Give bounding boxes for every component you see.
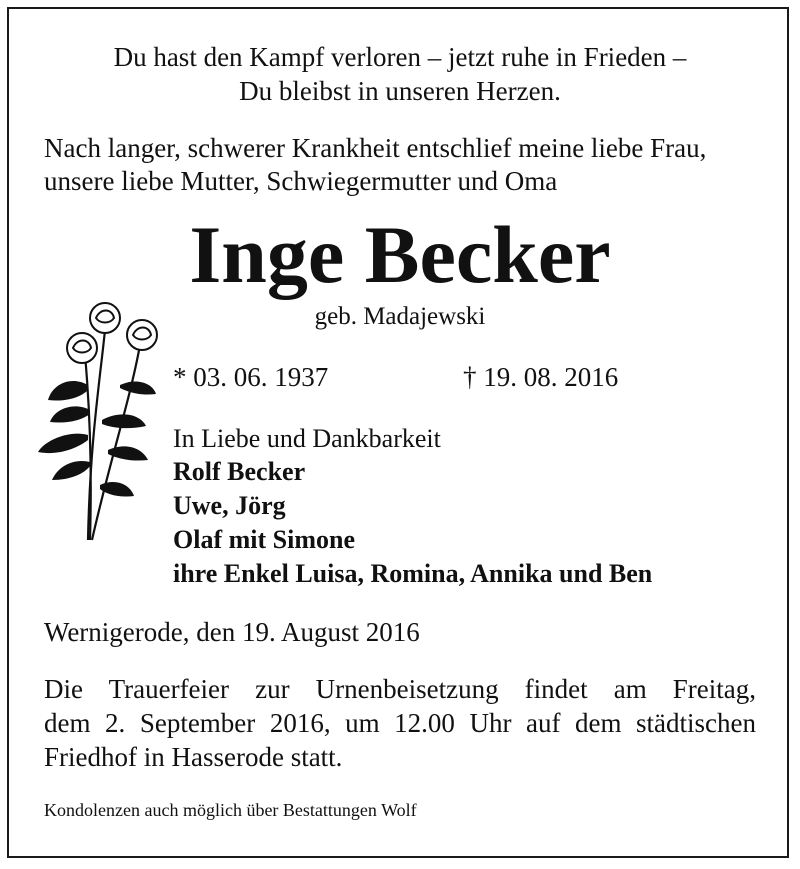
mourner-name: ihre Enkel Luisa, Romina, Annika und Ben: [173, 559, 653, 588]
deceased-name: Inge Becker: [189, 209, 611, 300]
condolences-note: Kondolenzen auch möglich über Bestattungen Wolf: [44, 800, 417, 820]
birth-date: * 03. 06. 1937: [173, 362, 329, 392]
motto-line-1: Du hast den Kampf verloren – jetzt ruhe in Frieden –: [113, 42, 687, 72]
intro-line-1: Nach langer, schwerer Krankheit entschlief meine liebe Frau,: [44, 133, 707, 163]
ceremony-line-1: Die Trauerfeier zur Urnenbeisetzung findet am Freitag,: [44, 674, 756, 704]
roses-icon: [30, 290, 170, 550]
mourner-name: Olaf mit Simone: [173, 525, 355, 554]
birth-name: geb. Madajewski: [314, 303, 486, 330]
ceremony-line-3: Friedhof in Hasserode statt.: [44, 742, 343, 772]
death-date: † 19. 08. 2016: [463, 362, 619, 392]
mourners-intro: In Liebe und Dankbarkeit: [173, 424, 441, 453]
place-date: Wernigerode, den 19. August 2016: [44, 617, 420, 647]
mourner-name: Rolf Becker: [173, 457, 306, 486]
motto-line-2: Du bleibst in unseren Herzen.: [239, 76, 561, 106]
ceremony-line-2: dem 2. September 2016, um 12.00 Uhr auf dem städtischen: [44, 708, 756, 738]
intro-line-2: unsere liebe Mutter, Schwiegermutter und Oma: [44, 166, 558, 196]
mourner-name: Uwe, Jörg: [173, 491, 286, 520]
